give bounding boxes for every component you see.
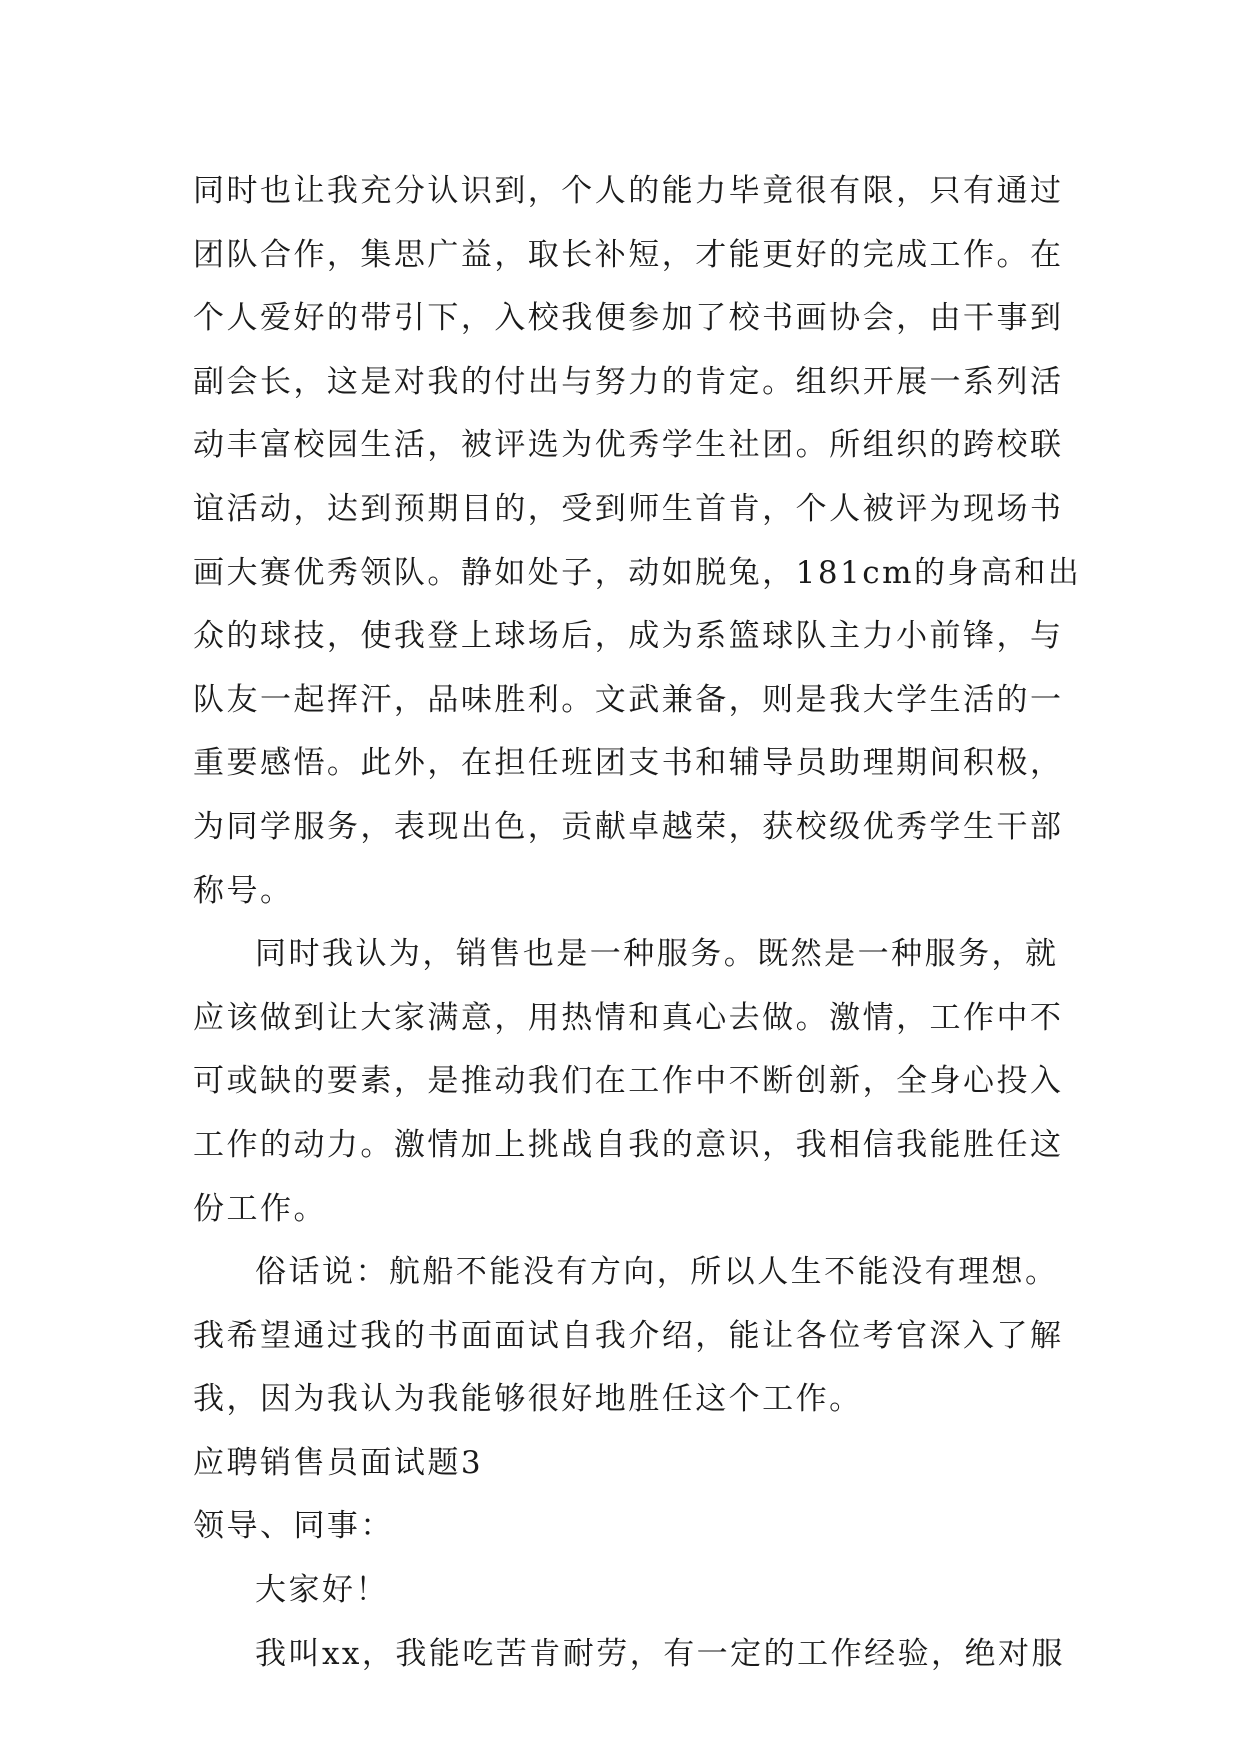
- document-body: [193, 160, 1082, 1686]
- text-line: 同时也让我充分认识到，个人的能力毕竟很有限，只有通过: [193, 173, 1064, 209]
- section-heading: 应聘销售员面试题3: [193, 1444, 484, 1481]
- text-line: 我希望通过我的书面面试自我介绍，能让各位考官深入了解: [193, 1317, 1064, 1354]
- text-line: 称号。: [193, 872, 294, 909]
- text-line: 团队合作，集思广益，取长补短，才能更好的完成工作。在: [193, 236, 1064, 273]
- salutation: 领导、同事：: [193, 1508, 394, 1545]
- text-line: 为同学服务，表现出色，贡献卓越荣，获校级优秀学生干部: [193, 808, 1064, 845]
- text-line: 谊活动，达到预期目的，受到师生首肯，个人被评为现场书: [193, 490, 1064, 527]
- text-line: 俗话说：航船不能没有方向，所以人生不能没有理想。: [255, 1254, 1059, 1291]
- text-line: 可或缺的要素，是推动我们在工作中不断创新，全身心投入: [193, 1063, 1064, 1100]
- text-line: 份工作。: [193, 1190, 327, 1227]
- text-line: 我叫xx，我能吃苦肯耐劳，有一定的工作经验，绝对服: [255, 1635, 1065, 1672]
- text-line: 个人爱好的带引下，入校我便参加了校书画协会，由干事到: [193, 300, 1064, 337]
- text-line: 众的球技，使我登上球场后，成为系篮球队主力小前锋，与: [193, 618, 1064, 655]
- text-line: 重要感悟。此外，在担任班团支书和辅导员助理期间积极，: [193, 745, 1064, 782]
- text-line: 动丰富校园生活，被评选为优秀学生社团。所组织的跨校联: [193, 427, 1064, 464]
- text-line: 队友一起挥汗，品味胜利。文武兼备，则是我大学生活的一: [193, 681, 1064, 718]
- text-line: 画大赛优秀领队。静如处子，动如脱兔，181cm的身高和出: [193, 554, 1082, 591]
- text-line: 我，因为我认为我能够很好地胜任这个工作。: [193, 1381, 863, 1418]
- text-line: 副会长，这是对我的付出与努力的肯定。组织开展一系列活: [193, 363, 1064, 400]
- text-line: 应该做到让大家满意，用热情和真心去做。激情，工作中不: [193, 999, 1064, 1036]
- text-line: 同时我认为，销售也是一种服务。既然是一种服务，就: [255, 936, 1059, 973]
- greeting: 大家好！: [255, 1572, 389, 1609]
- text-line: 工作的动力。激情加上挑战自我的意识，我相信我能胜任这: [193, 1126, 1064, 1163]
